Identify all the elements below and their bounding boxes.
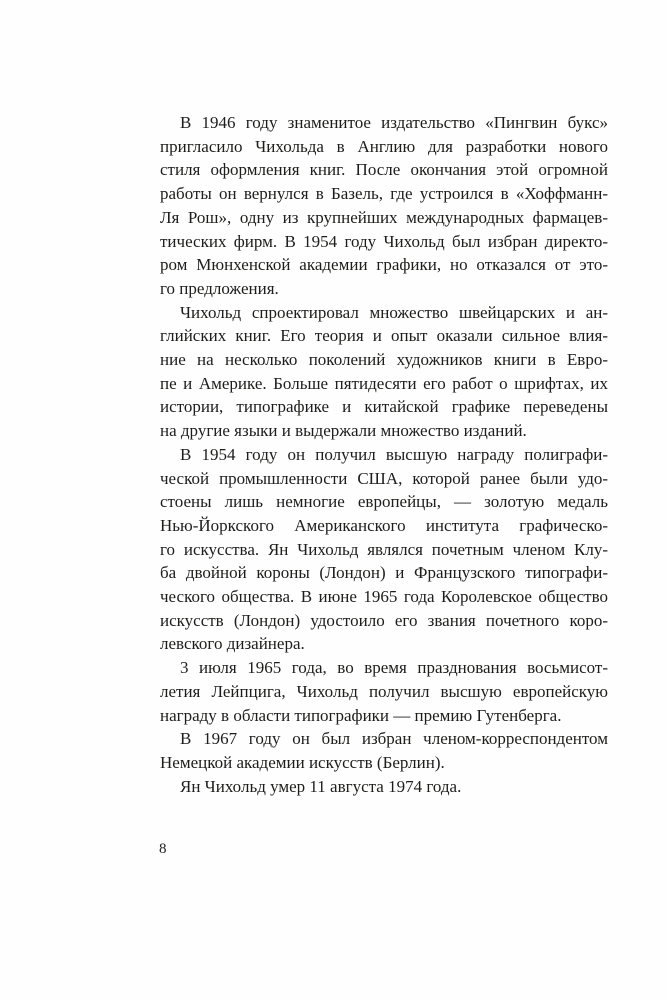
text-line: летия Лейпцига, Чихольд получил высшую европейскую xyxy=(160,681,608,701)
text-line: награду в области типографики — премию Гутенберга. xyxy=(160,705,562,725)
text-line: 3 июля 1965 года, во время празднования восьмисот- xyxy=(180,658,608,678)
text-line: В 1946 году знаменитое издательство «Пингвин букс» xyxy=(180,113,608,132)
text-line: ром Мюнхенской академии графики, но отказался от это- xyxy=(160,255,608,275)
text-line: на другие языки и выдержали множество изданий. xyxy=(160,421,527,441)
paragraph xyxy=(160,443,608,656)
text-line: стиля оформления книг. После окончания этой огромной xyxy=(160,160,608,180)
text-line: пе и Америке. Больше пятидесяти его работ о шрифтах, их xyxy=(160,373,608,393)
paragraph xyxy=(160,727,608,774)
text-line: ческой промышленности США, которой ранее были удо- xyxy=(160,468,608,488)
text-line: В 1967 году он был избран членом-корреспондентом xyxy=(180,729,608,749)
text-line: левского дизайнера. xyxy=(160,634,305,654)
paragraph xyxy=(160,775,608,799)
text-line: тических фирм. В 1954 году Чихольд был избран директо- xyxy=(160,231,608,251)
text-line: истории, типографике и китайской графике переведены xyxy=(160,397,608,417)
text-line: пригласило Чихольда в Англию для разработки нового xyxy=(160,136,608,156)
paragraph xyxy=(160,111,608,301)
text-line: Нью-Йоркского Американского института графическо- xyxy=(160,515,608,535)
text-line: работы он вернулся в Базель, где устроился в «Хоффманн- xyxy=(160,184,608,204)
paragraph xyxy=(160,656,608,727)
text-block xyxy=(160,111,608,798)
text-line: ческого общества. В июне 1965 года Королевское общество xyxy=(160,587,608,607)
text-line: го искусства. Ян Чихольд являлся почетным членом Клу- xyxy=(160,539,608,559)
text-line: глийских книг. Его теория и опыт оказали сильное влия- xyxy=(160,326,608,346)
text-line: Ян Чихольд умер 11 августа 1974 года. xyxy=(180,776,462,796)
text-line: В 1954 году он получил высшую награду полиграфи- xyxy=(180,444,608,464)
text-line: искусств (Лондон) удостоило его звания почетного коро- xyxy=(160,610,608,630)
text-line: Чихольд спроектировал множество швейцарских и ан- xyxy=(180,302,608,322)
page-number: 8 xyxy=(159,841,167,857)
text-line: ба двойной короны (Лондон) и Французского типографи- xyxy=(160,563,608,583)
text-line: стоены лишь немногие европейцы, — золотую медаль xyxy=(160,492,608,512)
paragraph xyxy=(160,301,608,443)
text-line: Немецкой академии искусств (Берлин). xyxy=(160,752,445,772)
text-line: го предложения. xyxy=(160,278,279,298)
text-line: Ля Рош», одну из крупнейших международных фармацев- xyxy=(160,207,608,227)
text-line: ние на несколько поколений художников книги в Евро- xyxy=(160,350,608,370)
